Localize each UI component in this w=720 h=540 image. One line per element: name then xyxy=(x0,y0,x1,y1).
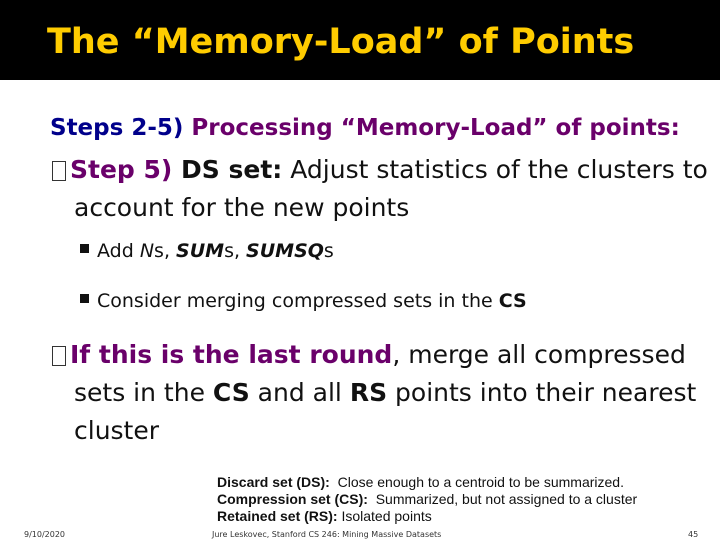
footer-date: 9/10/2020 xyxy=(24,530,66,539)
sub-bullet-2: Consider merging compressed sets in the CS xyxy=(80,290,527,312)
bullet1-text: Adjust statistics of the clusters to xyxy=(282,155,708,184)
bullet1-line1 xyxy=(52,155,708,184)
square-box-icon xyxy=(52,161,66,181)
steps-title: Processing “Memory-Load” of points: xyxy=(183,115,680,141)
sub-bullet-1: Add Ns, SUMs, SUMSQs xyxy=(80,240,334,262)
step5-label: Step 5) xyxy=(70,155,173,184)
bullet2-line1: If this is the last round, merge all compressed xyxy=(52,340,686,369)
square-bullet-icon xyxy=(80,294,89,303)
square-box-icon xyxy=(52,346,66,366)
last-round-label: If this is the last round xyxy=(70,340,393,369)
legend-cs: Compression set (CS): Summarized, but not assigned to a cluster xyxy=(217,491,638,507)
legend-box xyxy=(217,474,637,525)
bullet2-line2: sets in the CS and all RS points into their nearest xyxy=(74,378,697,407)
footer-page-number: 45 xyxy=(688,530,699,539)
bullet1-line2: account for the new points xyxy=(74,193,410,222)
bullet2-line3: cluster xyxy=(74,416,160,445)
legend-ds: Discard set (DS): Close enough to a centroid to be summarized. xyxy=(217,474,624,490)
legend-rs: Retained set (RS): Isolated points xyxy=(217,508,432,524)
steps-heading xyxy=(50,115,680,141)
square-bullet-icon xyxy=(80,244,89,253)
slide-title: The “Memory-Load” of Points xyxy=(47,22,635,62)
footer-credit: Jure Leskovec, Stanford CS 246: Mining Massive Datasets xyxy=(212,530,442,539)
ds-set-label: DS set: xyxy=(172,155,283,184)
steps-prefix: Steps 2-5) xyxy=(50,115,184,141)
